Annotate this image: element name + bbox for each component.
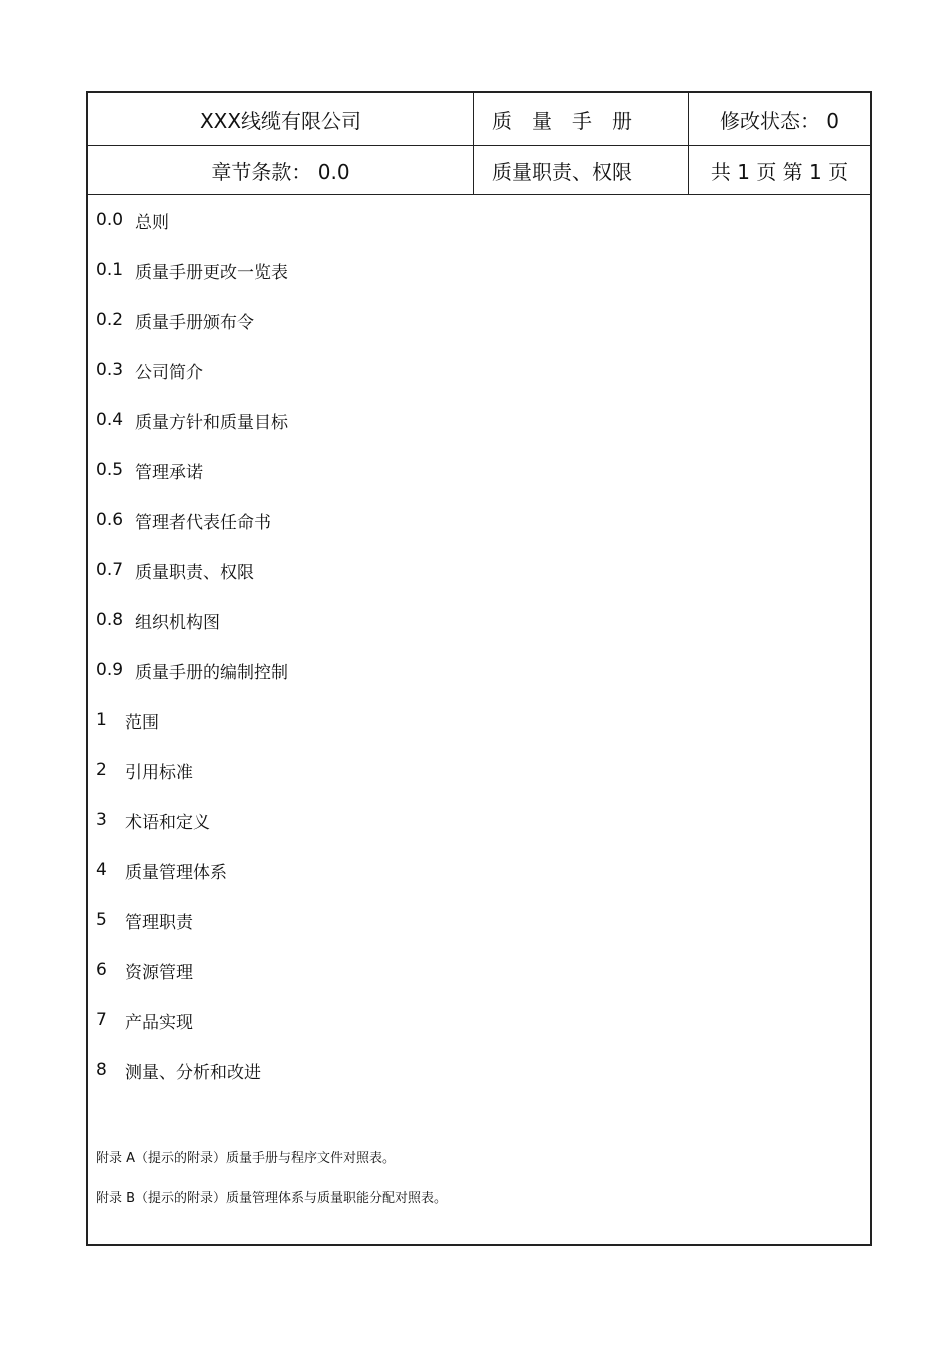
toc-item-number: 1 <box>96 710 107 730</box>
toc-item-number: 0.5 <box>96 460 124 480</box>
toc-item <box>96 545 856 595</box>
manual-title: 质 量 手 册 <box>474 93 689 145</box>
toc-item-title: 管理职责 <box>125 912 193 933</box>
toc-item <box>96 1045 856 1095</box>
toc-item <box>96 895 856 945</box>
toc-item-number: 0.9 <box>96 660 124 680</box>
toc-item-number: 4 <box>96 860 107 880</box>
toc-item-number: 0.1 <box>96 260 124 280</box>
toc-item-title: 总则 <box>135 212 169 233</box>
toc-item-number: 0.6 <box>96 510 124 530</box>
toc-item-title: 资源管理 <box>125 962 193 983</box>
toc-item-number: 5 <box>96 910 107 930</box>
toc-item-number: 0.7 <box>96 560 124 580</box>
toc-item-title: 质量手册更改一览表 <box>135 262 288 283</box>
toc-item <box>96 445 856 495</box>
toc-item <box>96 495 856 545</box>
toc-item-title: 质量管理体系 <box>125 862 227 883</box>
toc-item-number: 0.2 <box>96 310 124 330</box>
document-frame <box>86 91 872 1246</box>
toc-item-title: 管理者代表任命书 <box>135 512 271 533</box>
toc-item-title: 测量、分析和改进 <box>125 1062 261 1083</box>
toc-item-title: 质量手册颁布令 <box>135 312 254 333</box>
toc-item-number: 6 <box>96 960 107 980</box>
toc-item-title: 质量职责、权限 <box>135 562 254 583</box>
toc-item-number: 0.3 <box>96 360 124 380</box>
toc-content <box>96 195 856 1095</box>
toc-item-title: 产品实现 <box>125 1012 193 1033</box>
toc-item-number: 0.8 <box>96 610 124 630</box>
toc-item <box>96 345 856 395</box>
toc-item <box>96 195 856 245</box>
toc-item <box>96 245 856 295</box>
toc-item-title: 公司简介 <box>135 362 203 383</box>
toc-item-title: 管理承诺 <box>135 462 203 483</box>
toc-item-number: 8 <box>96 1060 107 1080</box>
toc-item-number: 7 <box>96 1010 107 1030</box>
company-name: XXX线缆有限公司 <box>88 93 474 145</box>
appendix-a: 附录 A（提示的附录）质量手册与程序文件对照表。 <box>96 1151 396 1166</box>
toc-item <box>96 845 856 895</box>
toc-item <box>96 595 856 645</box>
page-count: 共 1 页 第 1 页 <box>710 159 849 184</box>
toc-item-number: 0.0 <box>96 210 124 230</box>
header-row-2 <box>88 146 870 195</box>
toc-item <box>96 395 856 445</box>
toc-item-title: 质量手册的编制控制 <box>135 662 288 683</box>
toc-item-title: 组织机构图 <box>135 612 220 633</box>
appendix-b: 附录 B（提示的附录）质量管理体系与质量职能分配对照表。 <box>96 1191 448 1206</box>
toc-item <box>96 745 856 795</box>
toc-item-number: 0.4 <box>96 410 124 430</box>
toc-item-title: 引用标准 <box>125 762 193 783</box>
section-title: 质量职责、权限 <box>474 146 689 194</box>
toc-item <box>96 795 856 845</box>
toc-item-title: 范围 <box>125 712 159 733</box>
toc-list <box>96 195 856 1095</box>
toc-item <box>96 695 856 745</box>
toc-item <box>96 295 856 345</box>
revision-status: 修改状态： 0 <box>719 108 840 133</box>
toc-item-title: 质量方针和质量目标 <box>135 412 288 433</box>
toc-item <box>96 645 856 695</box>
toc-item-number: 2 <box>96 760 107 780</box>
header-row-1 <box>88 93 870 146</box>
toc-item <box>96 995 856 1045</box>
toc-item-number: 3 <box>96 810 107 830</box>
toc-item-title: 术语和定义 <box>125 812 210 833</box>
toc-item <box>96 945 856 995</box>
clause-number: 章节条款： 0.0 <box>88 146 474 194</box>
